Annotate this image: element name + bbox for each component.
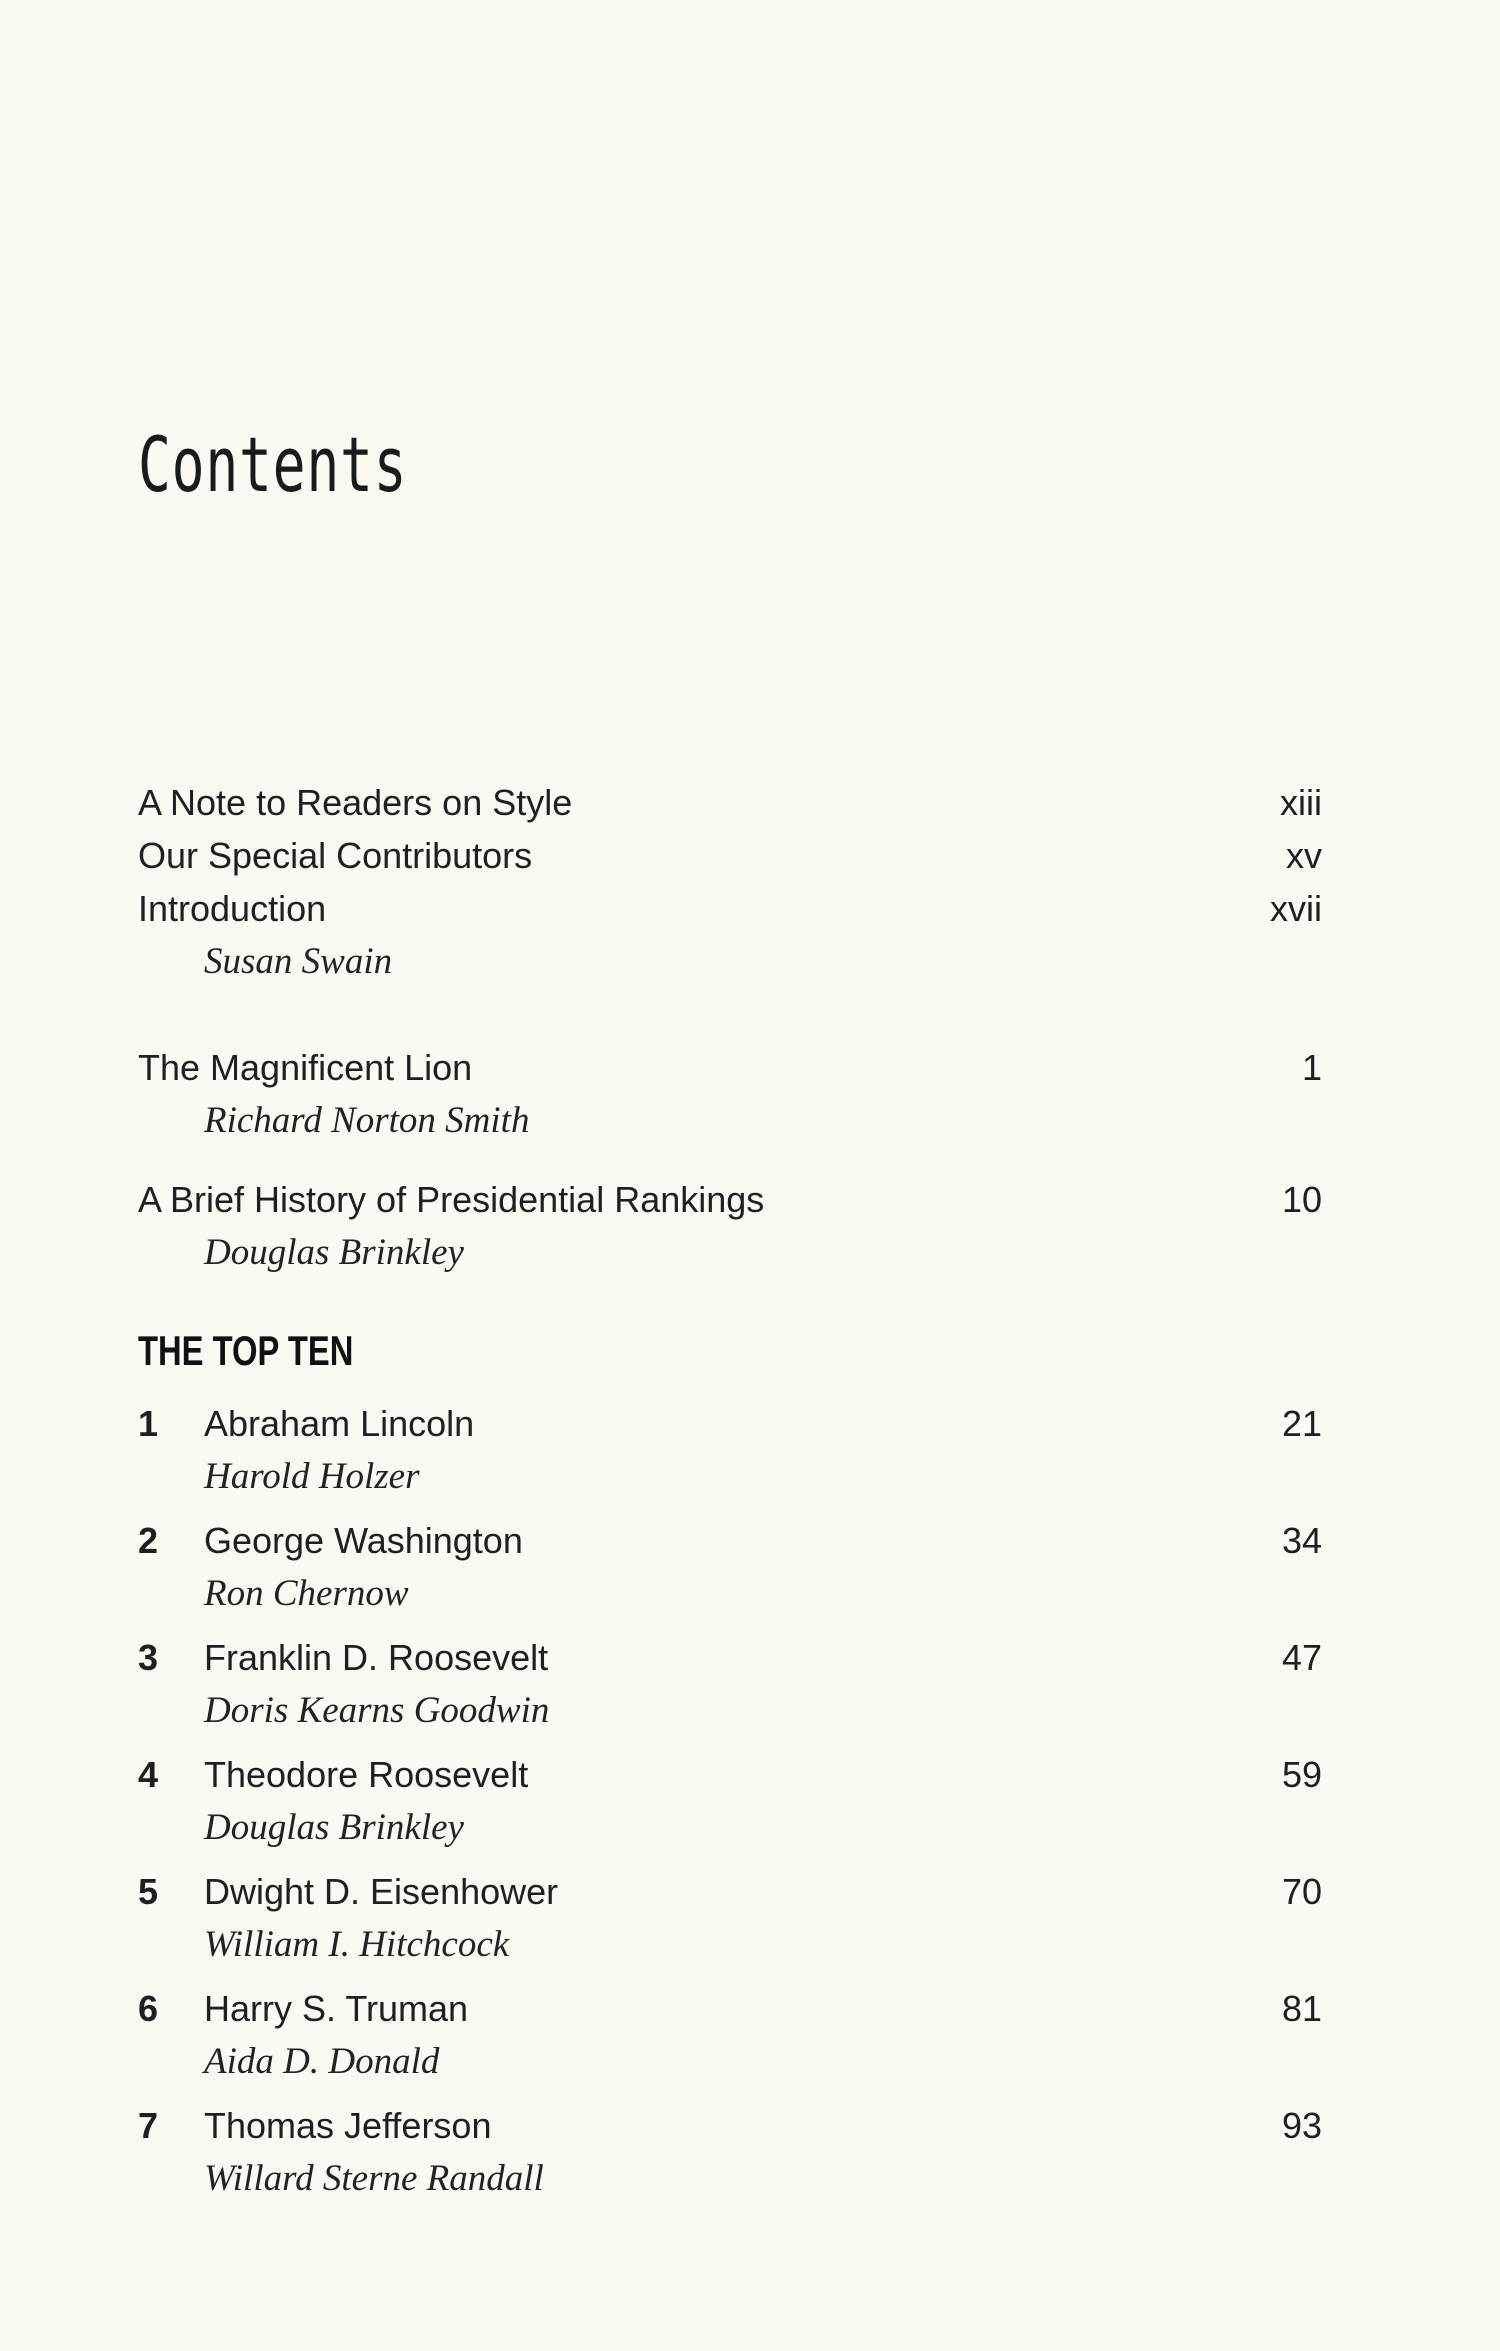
toc-page-number: 1 [1301,1047,1322,1088]
toc-entry-number: 7 [138,2105,159,2146]
toc-entry-number: 3 [138,1637,159,1678]
toc-entry-author: Susan Swain [204,941,393,982]
toc-page-number: xvii [1270,888,1322,929]
toc-entry-title: The Magnificent Lion [138,1047,473,1088]
toc-entry-title: Harry S. Truman [204,1988,469,2029]
toc-page-number: 59 [1281,1754,1322,1795]
toc-entry-author: Doris Kearns Goodwin [204,1690,550,1731]
toc-page-number: 70 [1281,1871,1322,1912]
toc-entry-number: 4 [138,1754,159,1795]
toc-page-number: 81 [1281,1988,1322,2029]
toc-entry-title: Dwight D. Eisenhower [204,1871,559,1912]
toc-entry-title: A Brief History of Presidential Rankings [138,1179,765,1220]
toc-entry-title: Introduction [138,888,327,929]
toc-entry-title: Abraham Lincoln [204,1403,475,1444]
toc-entry-author: William I. Hitchcock [204,1924,510,1965]
toc-entry-title: Thomas Jefferson [204,2105,492,2146]
toc-entry-author: Harold Holzer [204,1456,420,1497]
toc-entry-title: Franklin D. Roosevelt [204,1637,549,1678]
toc-page-number: 47 [1281,1637,1322,1678]
toc-page-number: xiii [1280,782,1322,823]
toc-page-number: xv [1286,835,1322,876]
toc-page-number: 93 [1281,2105,1322,2146]
toc-entry-author: Douglas Brinkley [204,1232,464,1273]
toc-entry-title: Theodore Roosevelt [204,1754,529,1795]
page-title: Contents [138,420,408,509]
toc-entry-number: 6 [138,1988,159,2029]
toc-page-number: 34 [1281,1520,1322,1561]
toc-page-number: 21 [1281,1403,1322,1444]
toc-page-number: 10 [1281,1179,1322,1220]
toc-entry-title: Our Special Contributors [138,835,533,876]
toc-entry-author: Douglas Brinkley [204,1807,464,1848]
toc-entry-number: 5 [138,1871,159,1912]
toc-entry-author: Aida D. Donald [204,2041,440,2082]
toc-entry-author: Ron Chernow [204,1573,409,1614]
section-heading: THE TOP TEN [138,1327,354,1374]
toc-entry-number: 2 [138,1520,159,1561]
toc-entry-number: 1 [138,1403,159,1444]
toc-entry-author: Willard Sterne Randall [204,2158,544,2199]
toc-entry-title: George Washington [204,1520,523,1561]
toc-entry-author: Richard Norton Smith [204,1100,530,1141]
toc-entry-title: A Note to Readers on Style [138,782,573,823]
